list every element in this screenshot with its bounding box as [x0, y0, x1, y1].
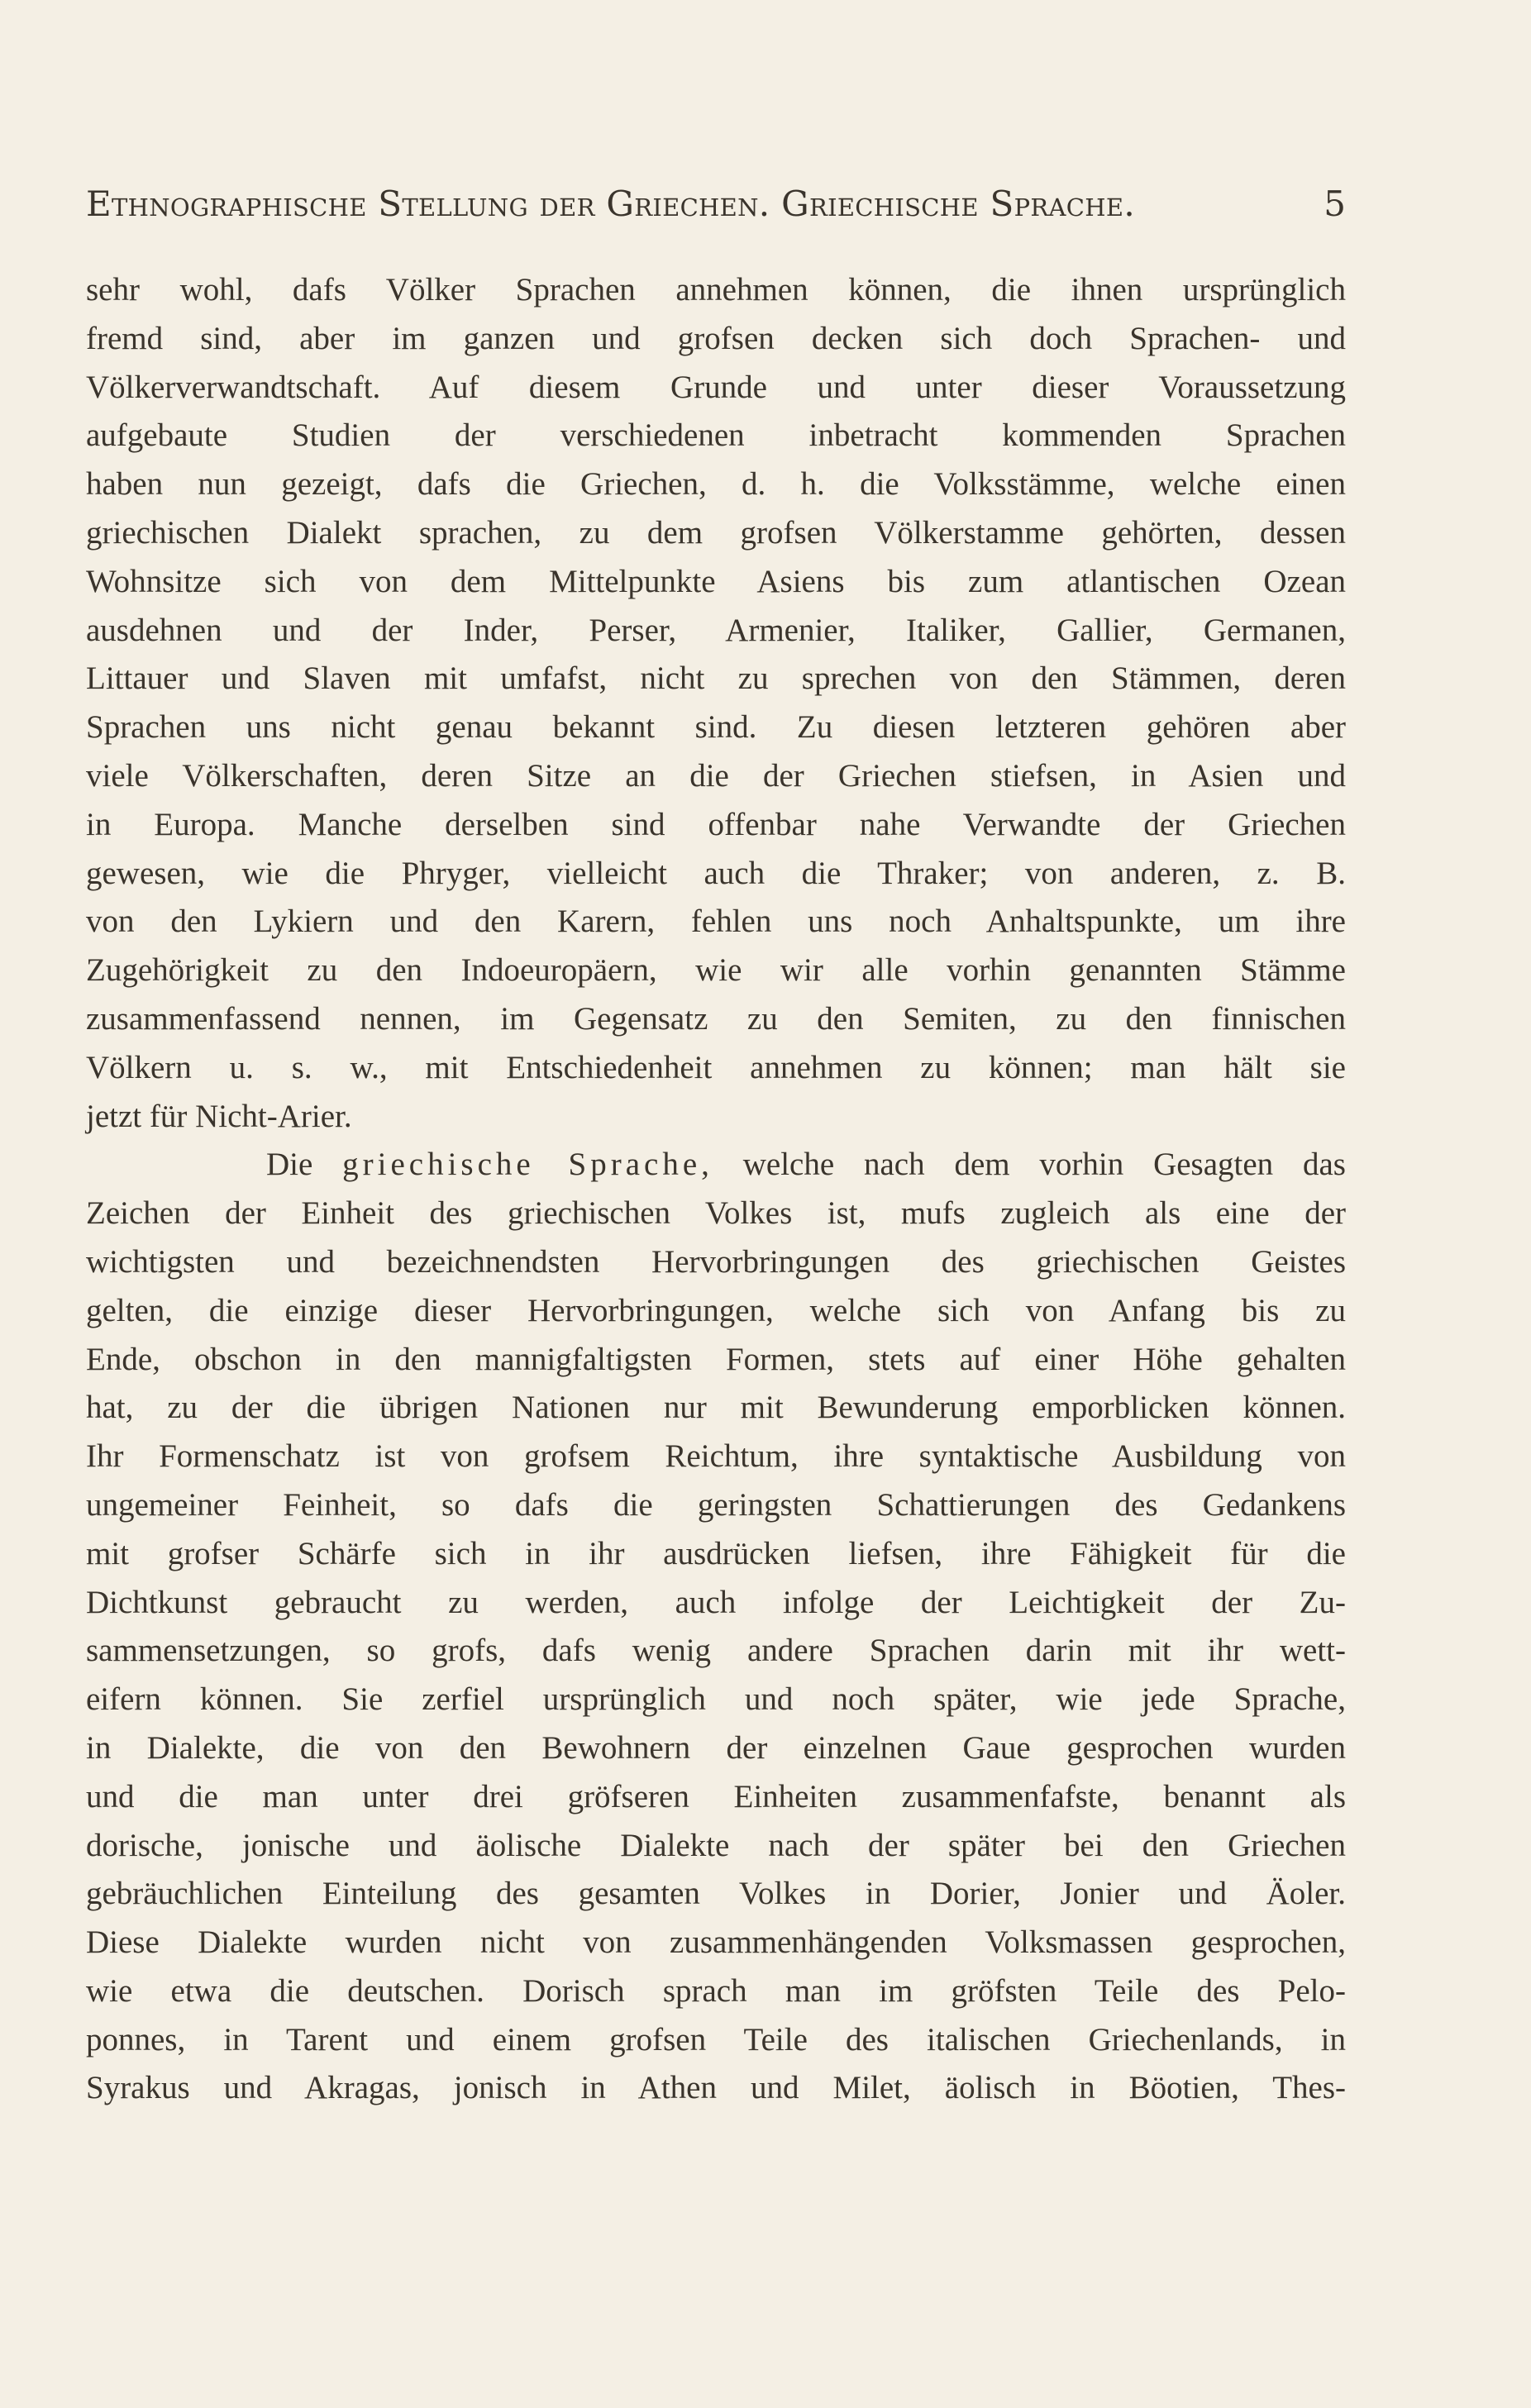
text-line: und die man unter drei gröfseren Einheiten zusammenfafste, benannt als — [86, 1778, 1346, 1814]
text-line: viele Völkerschaften, deren Sitze an die der Griechen stiefsen, in Asien und — [86, 757, 1346, 794]
emphasized-term: griechische Sprache, — [342, 1147, 713, 1183]
text-line: hat, zu der die übrigen Nationen nur mit Bewunderung emporblicken können. — [86, 1390, 1346, 1426]
text-line: gelten, die einzige dieser Hervorbringungen, welche sich von Anfang bis zu — [86, 1292, 1346, 1328]
paragraph-start-prefix: Die — [266, 1147, 313, 1183]
body-text — [86, 266, 1346, 2113]
text-line: wie etwa die deutschen. Dorisch sprach man im gröfsten Teile des Pelo- — [86, 1972, 1346, 2009]
text-line: Dichtkunst gebraucht zu werden, auch infolge der Leichtigkeit der Zu- — [86, 1584, 1346, 1620]
text-line: griechischen Dialekt sprachen, zu dem grofsen Völkerstamme gehörten, dessen — [86, 514, 1346, 551]
text-line: dorische, jonische und äolische Dialekte nach der später bei den Griechen — [86, 1827, 1346, 1863]
text-line: gewesen, wie die Phryger, vielleicht auch die Thraker; von anderen, z. B. — [86, 855, 1346, 891]
text-line: Völkerverwandtschaft. Auf diesem Grunde und unter dieser Voraussetzung — [86, 369, 1346, 405]
text-line: in Dialekte, die von den Bewohnern der einzelnen Gaue gesprochen wurden — [86, 1729, 1346, 1766]
text-line: ponnes, in Tarent und einem grofsen Teile des italischen Griechenlands, in — [86, 2021, 1346, 2058]
text-line: sammensetzungen, so grofs, dafs wenig andere Sprachen darin mit ihr wett- — [86, 1633, 1346, 1669]
running-head-title: Ethnographische Stellung der Griechen. Griechische Sprache. — [86, 184, 1135, 224]
text-line: wichtigsten und bezeichnendsten Hervorbringungen des griechischen Geistes — [86, 1243, 1346, 1280]
text-line: gebräuchlichen Einteilung des gesamten Volkes in Dorier, Jonier und Äoler. — [86, 1876, 1346, 1912]
text-line: zusammenfassend nennen, im Gegensatz zu den Semiten, zu den finnischen — [86, 1000, 1346, 1037]
text-line: Wohnsitze sich von dem Mittelpunkte Asiens bis zum atlantischen Ozean — [86, 563, 1346, 599]
running-head — [86, 184, 1346, 233]
page-number: 5 — [1324, 184, 1346, 224]
paragraph-start-line — [86, 1141, 1346, 1190]
text-line: Diese Dialekte wurden nicht von zusammenhängenden Volksmassen gesprochen, — [86, 1924, 1346, 1961]
text-line: Littauer und Slaven mit umfafst, nicht zu sprechen von den Stämmen, deren — [86, 660, 1346, 697]
text-line: haben nun gezeigt, dafs die Griechen, d. h. die Volksstämme, welche einen — [86, 466, 1346, 503]
text-line: jetzt für Nicht-Arier. — [86, 1098, 352, 1134]
text-line: Ihr Formenschatz ist von grofsem Reichtum, ihre syntaktische Ausbildung von — [86, 1438, 1346, 1475]
paragraph-start-rest: welche nach dem vorhin Gesagten das — [742, 1147, 1346, 1183]
text-line: Zugehörigkeit zu den Indoeuropäern, wie wir alle vorhin genannten Stämme — [86, 952, 1346, 989]
text-line: Völkern u. s. w., mit Entschiedenheit annehmen zu können; man hält sie — [86, 1049, 1346, 1085]
text-line: von den Lykiern und den Karern, fehlen uns noch Anhaltspunkte, um ihre — [86, 904, 1346, 940]
text-line: sehr wohl, dafs Völker Sprachen annehmen können, die ihnen ursprünglich — [86, 272, 1346, 308]
text-line: in Europa. Manche derselben sind offenbar nahe Verwandte der Griechen — [86, 806, 1346, 842]
text-line: aufgebaute Studien der verschiedenen inbetracht kommenden Sprachen — [86, 417, 1346, 454]
text-line: Sprachen uns nicht genau bekannt sind. Zu diesen letzteren gehören aber — [86, 709, 1346, 746]
text-line: Ende, obschon in den mannigfaltigsten Formen, stets auf einer Höhe gehalten — [86, 1341, 1346, 1377]
text-line: fremd sind, aber im ganzen und grofsen decken sich doch Sprachen- und — [86, 320, 1346, 356]
text-line: Syrakus und Akragas, jonisch in Athen und Milet, äolisch in Böotien, Thes- — [86, 2070, 1346, 2106]
text-line: mit grofser Schärfe sich in ihr ausdrücken liefsen, ihre Fähigkeit für die — [86, 1535, 1346, 1571]
text-line: ungemeiner Feinheit, so dafs die geringsten Schattierungen des Gedankens — [86, 1486, 1346, 1523]
text-line: ausdehnen und der Inder, Perser, Armenier, Italiker, Gallier, Germanen, — [86, 612, 1346, 648]
text-line: Zeichen der Einheit des griechischen Volkes ist, mufs zugleich als eine der — [86, 1195, 1346, 1232]
text-line: eifern können. Sie zerfiel ursprünglich und noch später, wie jede Sprache, — [86, 1681, 1346, 1718]
